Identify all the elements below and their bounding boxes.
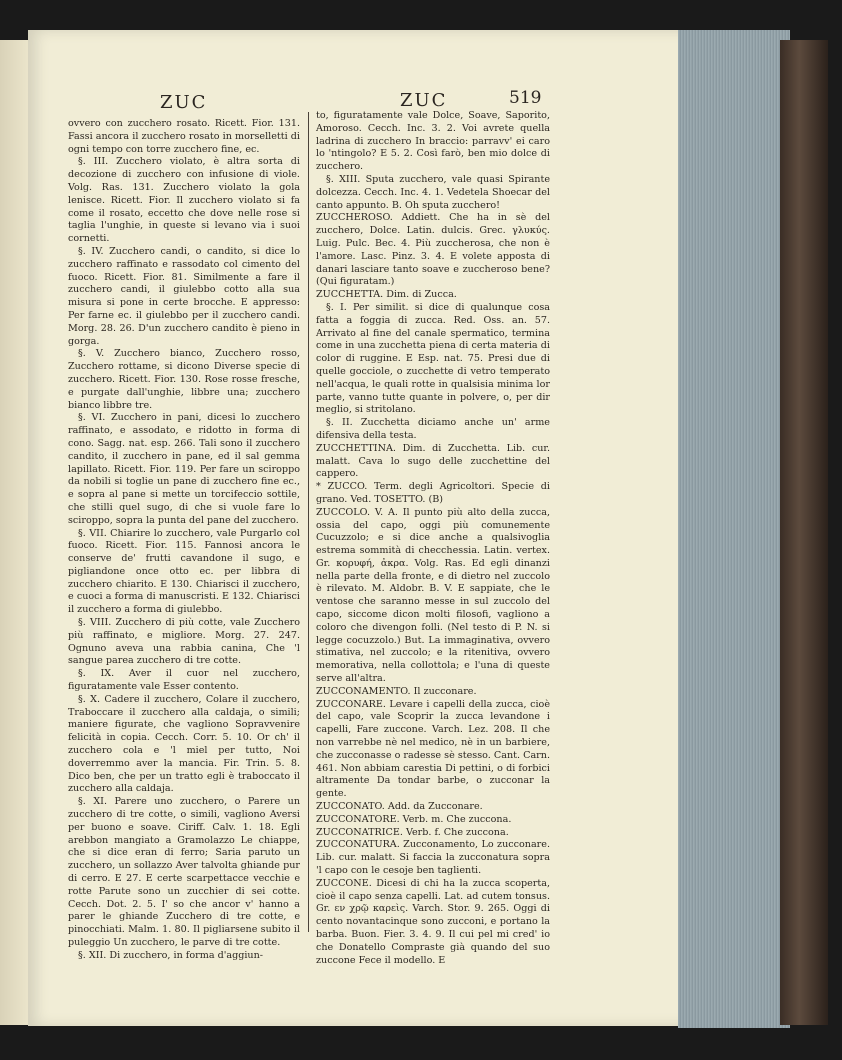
right-column xyxy=(316,110,550,967)
entry-zuccheroso: ZUCCHEROSO. Addiett. Che ha in sè del zucchero, Dolce. Latin. dulcis. Grec. γλυκύς. Luig. Pulc. Bec. 4. Più zuccherosa, che non è l'amore. Lasc. Pinz. 3. 4. E volete apposta di danari lasciare tanto soave e zuccheroso bene? (Qui figuratam.) xyxy=(316,212,550,288)
entry-zucconato: ZUCCONATO. Add. da Zucconare. xyxy=(316,801,483,813)
entry-zucconatore: ZUCCONATORE. Verb. m. Che zuccona. xyxy=(316,813,512,825)
paragraph: §. VIII. Zucchero di più cotte, vale Zucchero più raffinato, e migliore. Morg. 27. 247. Ognuno aveva una rabbia canina, Che 'l sangue parea zucchero di tre cotte. xyxy=(68,617,300,667)
page-number: 519 xyxy=(509,88,542,108)
entry-zucco: * ZUCCO. Term. degli Agricoltori. Specie di grano. Ved. TOSETTO. (B) xyxy=(316,481,550,505)
entry-zucchetta: ZUCCHETTA. Dim. di Zucca. xyxy=(316,289,457,301)
paragraph: §. VI. Zucchero in pani, dicesi lo zucchero raffinato, e assodato, e ridotto in forma di cono. Sagg. nat. esp. 266. Tali sono il zucchero candito, il zucchero in pane, ed il sal gemma lapillato. Ricett. Fior. 119. Per fare un sciroppo da nobili si toglie un pane di zucchero fine ec., e sopra al pane si mette un torcifeccio sottile, che stilli quel sugo, di che si vuole fare lo sciroppo, sopra la punta del pane del zucchero. xyxy=(68,412,300,526)
paragraph: §. VII. Chiarire lo zucchero, vale Purgarlo col fuoco. Ricett. Fior. 115. Fannosi ancora le conserve de' frutti cavandone il sugo, e pigliandone once otto ec. per libbra di zucchero chiarito. E 130. Chiarisci il zucchero, e cuoci a forma di manuscristi. E 132. Chiarisci il zucchero a forma di giulebbo. xyxy=(68,527,300,616)
paragraph: §. IX. Aver il cuor nel zucchero, figuratamente vale Esser contento. xyxy=(68,668,300,693)
paragraph: §. X. Cadere il zucchero, Colare il zucchero, Traboccare il zucchero alla caldaja, o simili; maniere figurate, che vagliono Sopravvenire felicità in copia. Cecch. Corr. 5. 10. Or ch' il zucchero cola e 'l miel per tutto, Noi doverremmo aver la mancia. Fir. Trin. 5. 8. Dico ben, che per un tratto egli è traboccato il zucchero alla caldaja. xyxy=(68,693,300,795)
paragraph: §. XII. Di zucchero, in forma d'aggiun- xyxy=(78,949,264,961)
left-page-edge xyxy=(0,40,31,1025)
entry-zuccone: ZUCCONE. Dicesi di chi ha la zucca scoperta, cioè il capo senza capelli. Lat. ad cutem tonsus. Gr. εν χρῷ καρεὶς. Varch. Stor. 9. 265. Oggi di cento novantacinque sono zucconi, e portano la barba. Buon. Fier. 3. 4. 9. Il cui pel mi cred' io che Donatello Compraste già quando del suo zuccone Fece il modello. E xyxy=(316,877,550,966)
paragraph: §. IV. Zucchero candi, o candito, si dice lo zucchero raffinato e rassodato col cimento del fuoco. Ricett. Fior. 81. Similmente a fare il zucchero candi, il giulebbo cotto alla sua misura si pone in certe brocche. E appresso: Per farne ec. il giulebbo per il zucchero candi. Morg. 28. 26. D'un zucchero candito è pieno in gorga. xyxy=(68,245,300,347)
paragraph: §. XI. Parere uno zucchero, o Parere un zucchero di tre cotte, o simili, vagliono Aversi per buono e soave. Ciriff. Calv. 1. 18. Egli arebbon mangiato a Gramolazzo Le chiappe, che si dice eran di ferro; Saria paruto un zucchero, un sollazzo Aver talvolta ghiande pur di cerro. E 27. E certe scarpettacce vecchie e rotte Parute sono un zucchier di sei cotte. Cecch. Dot. 2. 5. I' so che ancor v' hanno a parer le ghiande Zucchero di tre cotte, e pinocchiati. Malm. 1. 80. Il pigliarsene subito il puleggio Un zucchero, le parve di tre cotte. xyxy=(68,796,300,948)
entry-zucconatrice: ZUCCONATRICE. Verb. f. Che zuccona. xyxy=(316,826,509,838)
paragraph: §. III. Zucchero violato, è altra sorta di decozione di zucchero con infusione di viole. Volg. Ras. 131. Zucchero violato la gola leniscе. Ricett. Fior. Il zucchero violato si fa come il rosato, eccetto che dove nelle rose si taglia l'unghie, in queste si levano via i suoi cornetti. xyxy=(68,156,300,245)
paragraph: ovvero con zucchero rosato. Ricett. Fior. 131. Fassi ancora il zucchero rosato in morselletti di ogni tempo con torre zucchero fine, ec. xyxy=(68,118,300,155)
paragraph: §. XIII. Sputa zucchero, vale quasi Spirante dolcezza. Cecch. Inc. 4. 1. Vedetela Shoecar del canto appunto. B. Oh sputa zucchero! xyxy=(316,173,550,211)
entry-zuccolo: ZUCCOLO. V. A. Il punto più alto della zucca, ossia del capo, oggi più comunemente Cucuzzolo; e si dice anche a qualsivoglia estrema sommità di checchessia. Latin. vertex. Gr. κορυφή, ἀκρα. Volg. Ras. Ed egli dinanzi nella parte della fronte, e di dietro nel zuccolo è rilevato. M. Aldobr. B. V. E sappiate, che le ventose che saranno messe in sul zuccolo del capo, siccome dicon molti filosofi, vagliono a coloro che divengon folli. (Nel testo di P. N. si legge cocuzzolo.) But. La immaginativa, ovvero stimativa, nel zuccolo; e la ritenitiva, ovvero memorativa, nella collottola; e l'una di queste serve all'altra. xyxy=(316,506,550,685)
paragraph: to, figuratamente vale Dolce, Soave, Saporito, Amoroso. Cecch. Inc. 3. 2. Voi avrete quella ladrina di zucchero In braccio: parravv' ei caro lo 'ntingolo? E 5. 2. Così farò, ben mio dolce di zucchero. xyxy=(316,110,550,173)
entry-zucconatura: ZUCCONATURA. Zucconamento, Lo zucconare. Lib. cur. malatt. Si faccia la zucconatura sopra 'l capo con le cesoje ben taglienti. xyxy=(316,839,550,877)
paragraph: §. I. Per similit. si dice di qualunque cosa fatta a foggia di zucca. Red. Oss. an. 57. Arrivato al fine del canale spermatico, termina come in una zucchetta piena di certa materia di color di ruggine. E Esp. nat. 75. Presi due di quelle gocciole, o zucchette di vetro temperato nell'acqua, le quali rotte in qualsisia minima lor parte, vanno tutte quante in polvere, o, per dir meglio, si stritolano. xyxy=(316,301,550,416)
entry-zucconare: ZUCCONARE. Levare i capelli della zucca, cioè del capo, vale Scoprir la zucca levandone i capelli, Fare zuccone. Varch. Lez. 208. Il che non varrebbe nè nel medico, nè in un barbiere, che zucconasse o radesse sè stesso. Cant. Carn. 461. Non abbiam carestia Di pettini, o di forbici altramente Da tondar barbe, o zucconar la gente. xyxy=(316,698,550,800)
book-cover xyxy=(780,40,828,1025)
running-head-right: ZUC xyxy=(400,90,448,111)
running-head-left: ZUC xyxy=(160,92,208,113)
column-rule xyxy=(308,112,309,932)
paragraph: §. II. Zucchetta diciamo anche un' arme difensiva della testa. xyxy=(316,417,550,441)
page-edges xyxy=(678,30,790,1028)
entry-zucconamento: ZUCCONAMENTO. Il zucconare. xyxy=(316,685,477,697)
paragraph: §. V. Zucchero bianco, Zucchero rosso, Zucchero rottame, si dicono Diverse specie di zucchero. Ricett. Fior. 130. Rose rosse fresche, e purgate dall'unghie, libbre una; zucchero bianco libbre tre. xyxy=(68,348,300,411)
left-column xyxy=(68,118,300,963)
entry-zucchettina: ZUCCHETTINA. Dim. di Zucchetta. Lib. cur. malatt. Cava lo sugo delle zucchettine del cappero. xyxy=(316,442,550,480)
